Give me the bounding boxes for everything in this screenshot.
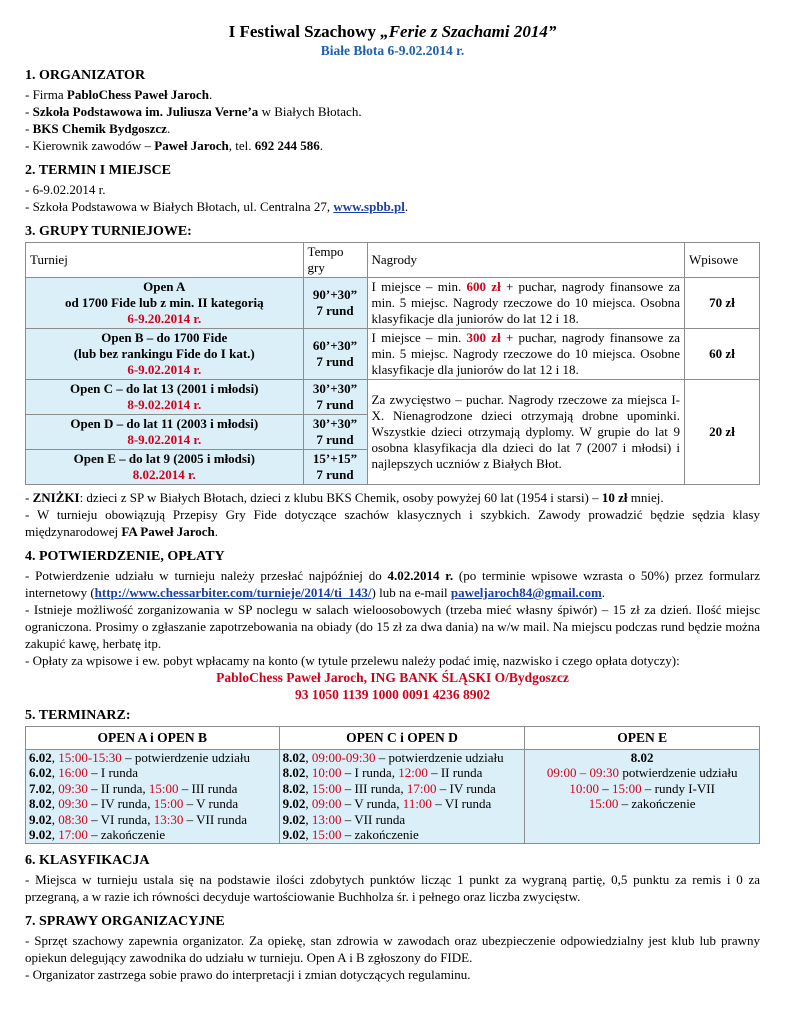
classification-paragraph: - Miejsca w turnieju ustala się na podstawie ilości zdobytych punktów licząc 1 punkt za wygraną partię, 0,5 punktu za remis i 0 za przegraną, a w razie ich równości decyduje wartościowanie Buchholza śr. i pełnego oraz liczba zwycięstw. — [25, 871, 760, 904]
document-title: I Festiwal Szachowy „Ferie z Szachami 2014” — [228, 22, 557, 41]
section-organization-heading: 7. SPRAWY ORGANIZACYJNE — [25, 913, 225, 929]
schedule-line: 10:00 – 15:00 – rundy I-VII — [569, 780, 715, 796]
date-line: - 6-9.02.2014 r. — [25, 182, 106, 197]
bank-name: PabloChess Paweł Jaroch, ING BANK ŚLĄSKI O/Bydgoszcz — [216, 670, 569, 685]
rules-note: - W turnieju obowiązują Przepisy Gry Fide dotyczące szachów klasycznych i szybkich. Zawody prowadzić będzie sędzia klasy międzynarodowej FA Paweł Jaroch. — [25, 507, 760, 539]
email-link[interactable]: paweljaroch84@gmail.com — [450, 585, 602, 600]
col-header-fee: Wpisowe — [685, 243, 760, 278]
group-open-b: Open B – do 1700 Fide (lub bez rankingu Fide do I kat.) 6-9.02.2014 r. — [26, 329, 304, 380]
schedule-line: 15:00 – zakończenie — [588, 796, 696, 811]
organization-paragraph-2: - Organizator zastrzega sobie prawo do interpretacji i zmian dotyczących regulaminu. — [25, 966, 471, 982]
group-open-e: Open E – do lat 9 (2005 i młodsi) 8.02.2014 r. — [26, 450, 304, 485]
schedule-line: 09:00 – 09:30 potwierdzenie udziału — [546, 765, 738, 780]
groups-table — [25, 242, 760, 485]
schedule-open-cd — [279, 749, 525, 843]
schedule-line: 8.02, 10:00 – I runda, 12:00 – II runda — [282, 765, 483, 780]
schedule-line: 9.02, 08:30 – VI runda, 13:30 – VII runda — [29, 811, 248, 827]
section-classification-heading: 6. KLASYFIKACJA — [25, 852, 150, 868]
organization-paragraph-1: - Sprzęt szachowy zapewnia organizator. Za opiekę, stan zdrowia w zawodach oraz ubezpieczenie odpowiedzialny jest klub lub prawny opiekun delegujący zawodnika do udziału w turnieju. Open A i B zgłoszony do FIDE. — [25, 932, 760, 965]
schedule-line: 8.02, 15:00 – III runda, 17:00 – IV runda — [282, 780, 496, 796]
registration-form-link[interactable]: http://www.chessarbiter.com/turnieje/2014/ti_143/ — [94, 585, 372, 600]
schedule-body — [26, 749, 760, 843]
schedule-line: 9.02, 13:00 – VII runda — [282, 811, 406, 827]
lodging-paragraph: - Istnieje możliwość zorganizowania w SP noclegu w salach wieloosobowych (trzeba mieć własny śpiwór) – 15 zł za dzień. Ilość miejsc ograniczona. Prosimy o zgłaszanie zapotrzebowania na obiady (do 15 zł za dwa dania) na w/w mail. Na miejscu podczas rund będzie można zakupić kawę, herbatę itp. — [25, 602, 760, 651]
tempo-open-a: 90’+30” 7 rund — [303, 278, 367, 329]
section-date-place-heading: 2. TERMIN I MIEJSCE — [25, 163, 171, 178]
table-row — [26, 278, 760, 329]
organizer-line-3: - BKS Chemik Bydgoszcz. — [25, 121, 171, 136]
section-groups-heading: 3. GRUPY TURNIEJOWE: — [25, 224, 192, 239]
confirmation-paragraph: - Potwierdzenie udziału w turnieju należy przesłać najpóźniej do 4.02.2014 r. (po terminie wpisowe wzrasta o 50%) przez formularz internetowy (http://www.chessarbiter.com/turnieje/2014/ti_143/) lub na e-mail paweljaroch84@gmail.com. — [25, 568, 761, 600]
tempo-open-d: 30’+30” 7 rund — [303, 415, 367, 450]
place-line: - Szkoła Podstawowa w Białych Błotach, ul. Centralna 27, www.spbb.pl. — [25, 199, 409, 214]
school-website-link[interactable]: www.spbb.pl — [333, 199, 405, 214]
schedule-line: 8.02, 09:30 – IV runda, 15:00 – V runda — [29, 796, 239, 811]
title-italic: „Ferie z Szachami 2014” — [380, 22, 557, 41]
organizer-line-4: - Kierownik zawodów – Paweł Jaroch, tel. 692 244 586. — [25, 138, 323, 153]
payment-paragraph: - Opłaty za wpisowe i ew. pobyt wpłacamy na konto (w tytule przelewu należy podać imię, nazwisko i czego opłata dotyczy): — [25, 653, 680, 668]
document-page — [25, 22, 760, 983]
fee-open-a: 70 zł — [685, 278, 760, 329]
prize-open-cde: Za zwycięstwo – puchar. Nagrody rzeczowe za miejsca I-X. Nienagrodzone dzieci otrzymają drobne upominki. Wszystkie dzieci otrzymają dyplomy. W grupie do lat 9 osobna klasyfikacja dla dzieci do lat 7 (2007 i młodsi) i najlepszych uczniów z Białych Błot. — [367, 380, 685, 485]
schedule-line: 9.02, 09:00 – V runda, 11:00 – VI runda — [282, 796, 492, 811]
schedule-line: 6.02, 16:00 – I runda — [29, 765, 139, 780]
col-header-tournament: Turniej — [26, 243, 304, 278]
schedule-open-ab — [26, 749, 280, 843]
prize-open-b: I miejsce – min. 300 zł + puchar, nagrody finansowe za min. 5 miejsc. Nagrody rzeczowe do 10 miejsca. Osobne klasyfikacje dla juniorów do lat 12 i 18. — [367, 329, 685, 380]
fee-open-b: 60 zł — [685, 329, 760, 380]
table-row — [26, 380, 760, 415]
schedule-line: 8.02 — [630, 749, 654, 765]
prize-open-a: I miejsce – min. 600 zł + puchar, nagrody finansowe za min. 5 miejsc. Nagrody rzeczowe do 10 miejsca. Osobna klasyfikacje dla juniorów do lat 12 i 18. — [367, 278, 685, 329]
col-header-tempo: Tempo gry — [303, 243, 367, 278]
schedule-line: 7.02, 09:30 – II runda, 15:00 – III runda — [29, 780, 238, 796]
schedule-line: 9.02, 17:00 – zakończenie — [29, 827, 166, 842]
schedule-table — [25, 726, 760, 844]
schedule-line: 8.02, 09:00-09:30 – potwierdzenie udziału — [282, 749, 504, 765]
organizer-line-1: - Firma PabloChess Paweł Jaroch. — [25, 87, 213, 102]
tempo-open-e: 15’+15” 7 rund — [303, 450, 367, 485]
fee-open-cde: 20 zł — [685, 380, 760, 485]
schedule-col-ab: OPEN A i OPEN B — [26, 727, 280, 750]
col-header-prizes: Nagrody — [367, 243, 685, 278]
section-fees-heading: 4. POTWIERDZENIE, OPŁATY — [25, 549, 225, 564]
section-schedule-heading: 5. TERMINARZ: — [25, 708, 131, 723]
group-open-c: Open C – do lat 13 (2001 i młodsi) 8-9.02.2014 r. — [26, 380, 304, 415]
document-subtitle: Białe Błota 6-9.02.2014 r. — [320, 43, 465, 58]
discounts-note: - ZNIŻKI: dzieci z SP w Białych Błotach, dzieci z klubu BKS Chemik, osoby powyżej 60 lat (1954 i starsi) – 10 zł mniej. — [25, 490, 664, 505]
schedule-col-e: OPEN E — [525, 727, 760, 750]
tempo-open-c: 30’+30” 7 rund — [303, 380, 367, 415]
bank-account: 93 1050 1139 1000 0091 4236 8902 — [294, 687, 490, 702]
schedule-open-e — [525, 749, 760, 843]
organizer-line-2: - Szkoła Podstawowa im. Juliusza Verne’a w Białych Błotach. — [25, 104, 362, 119]
tempo-open-b: 60’+30” 7 rund — [303, 329, 367, 380]
section-organizer-heading: 1. ORGANIZATOR — [25, 68, 146, 83]
groups-table-header — [26, 243, 760, 278]
schedule-col-cd: OPEN C i OPEN D — [279, 727, 525, 750]
group-open-a: Open A od 1700 Fide lub z min. II kategorią 6-9.20.2014 r. — [26, 278, 304, 329]
group-open-d: Open D – do lat 11 (2003 i młodsi) 8-9.02.2014 r. — [26, 415, 304, 450]
schedule-line: 6.02, 15:00-15:30 – potwierdzenie udziału — [29, 749, 250, 765]
table-row — [26, 329, 760, 380]
schedule-line: 9.02, 15:00 – zakończenie — [282, 827, 419, 842]
schedule-header — [26, 727, 760, 750]
